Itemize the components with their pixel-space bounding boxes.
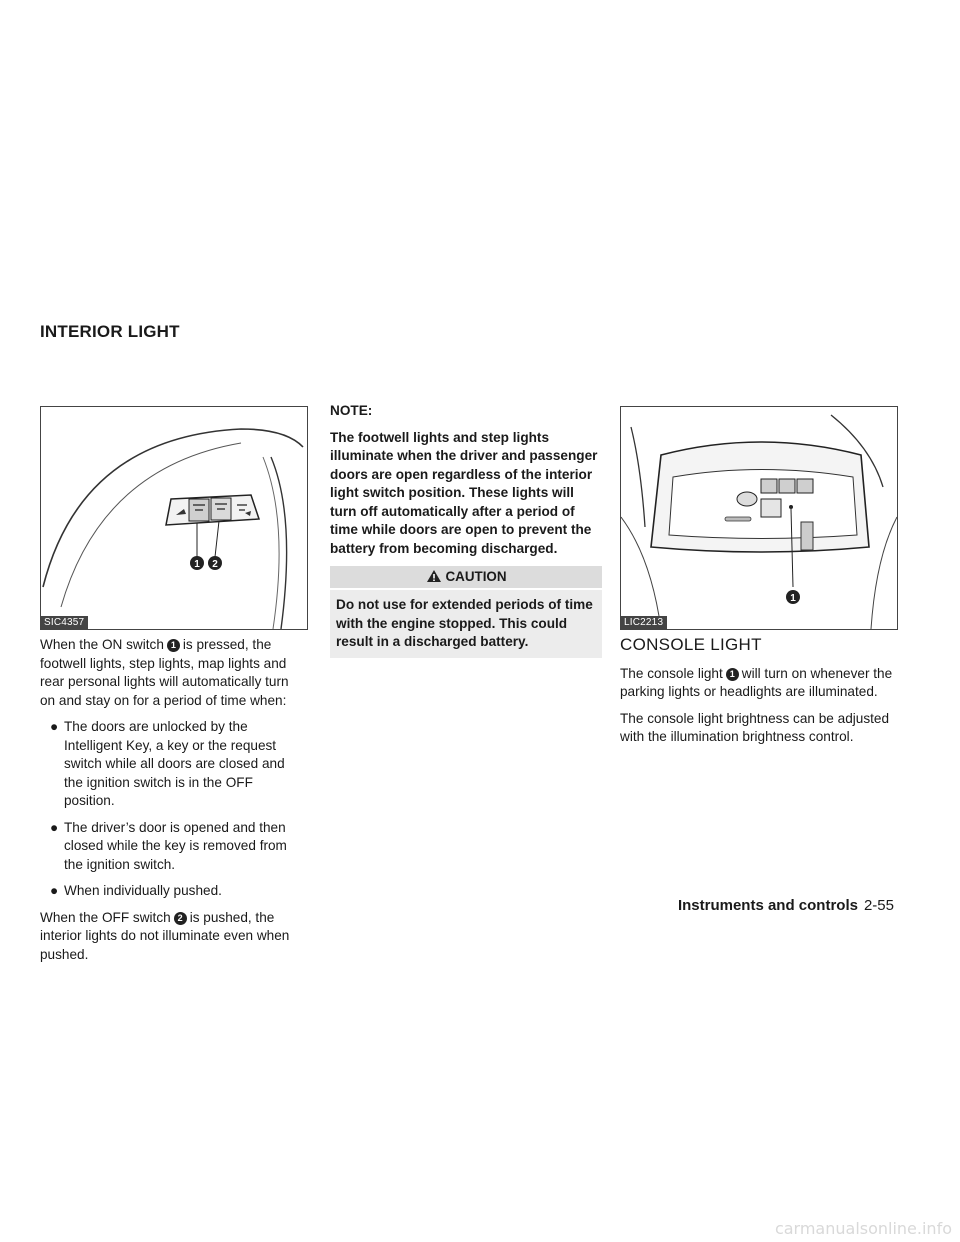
text: When the OFF switch xyxy=(40,909,171,925)
text: The driver’s door is opened and then closed while the key is removed from the ignition switch. xyxy=(64,819,287,872)
text: When the ON switch xyxy=(40,637,164,652)
callout-ref-2: 2 xyxy=(174,912,187,925)
middle-column xyxy=(330,402,602,658)
bullet-icon: ● xyxy=(50,819,59,835)
text: will turn on whenever the parking lights or headlights are illuminated. xyxy=(620,665,893,699)
console-light-title: CONSOLE LIGHT xyxy=(620,635,762,654)
footer-section: Instruments and controls xyxy=(677,897,858,914)
list-item xyxy=(40,819,306,875)
conditions-list xyxy=(40,718,306,901)
page-footer xyxy=(678,897,894,914)
list-item xyxy=(40,882,306,901)
figure-console-light xyxy=(620,406,898,630)
caution-header xyxy=(330,566,602,588)
on-switch-paragraph xyxy=(40,636,306,710)
callout-ref-1: 1 xyxy=(726,668,739,681)
svg-text:1: 1 xyxy=(790,593,796,604)
console-paragraph-2: The console light brightness can be adjusted with the illumination brightness control. xyxy=(620,710,890,744)
text: When individually pushed. xyxy=(64,883,222,898)
callout-ref-1: 1 xyxy=(167,639,180,652)
text: is pushed, the interior lights do not illuminate even when pushed. xyxy=(40,909,290,962)
svg-text:1: 1 xyxy=(194,559,200,570)
console-paragraph-1 xyxy=(620,665,896,702)
section-title: INTERIOR LIGHT xyxy=(40,322,180,341)
bullet-icon: ● xyxy=(50,719,59,734)
text: The doors are unlocked by the Intelligent Key, a key or the request switch while all doors are closed and the ignition switch is in the OFF position. xyxy=(64,719,285,808)
figure-code: LIC2213 xyxy=(621,616,667,629)
left-column xyxy=(40,636,306,972)
console-illustration xyxy=(621,407,897,629)
off-switch-paragraph xyxy=(40,909,306,965)
right-column xyxy=(620,636,896,755)
list-item xyxy=(40,718,306,811)
caution-title: CAUTION xyxy=(445,569,507,584)
note-title: NOTE: xyxy=(330,403,373,418)
page-number: 2-55 xyxy=(863,897,894,914)
note-text: The footwell lights and step lights illuminate when the driver and passenger doors are open regardless of the interior light switch position. These lights will turn off automatically after a period of time while doors are open to prevent the battery from becoming discharged. xyxy=(330,429,598,556)
warning-icon xyxy=(426,569,442,583)
svg-text:2: 2 xyxy=(212,559,218,570)
text: The console light xyxy=(620,665,723,681)
figure-interior-light-switches xyxy=(40,406,308,630)
text: is pressed, the footwell lights, step lights, map lights and rear personal lights will automatically turn on and stay on for a period of time when: xyxy=(40,637,289,708)
switch-panel-illustration xyxy=(41,407,307,629)
bullet-icon: ● xyxy=(50,883,59,898)
caution-text: Do not use for extended periods of time with the engine stopped. This could result in a discharged battery. xyxy=(330,590,602,658)
watermark: carmanualsonline.info xyxy=(774,1219,952,1238)
figure-code: SIC4357 xyxy=(41,616,88,629)
